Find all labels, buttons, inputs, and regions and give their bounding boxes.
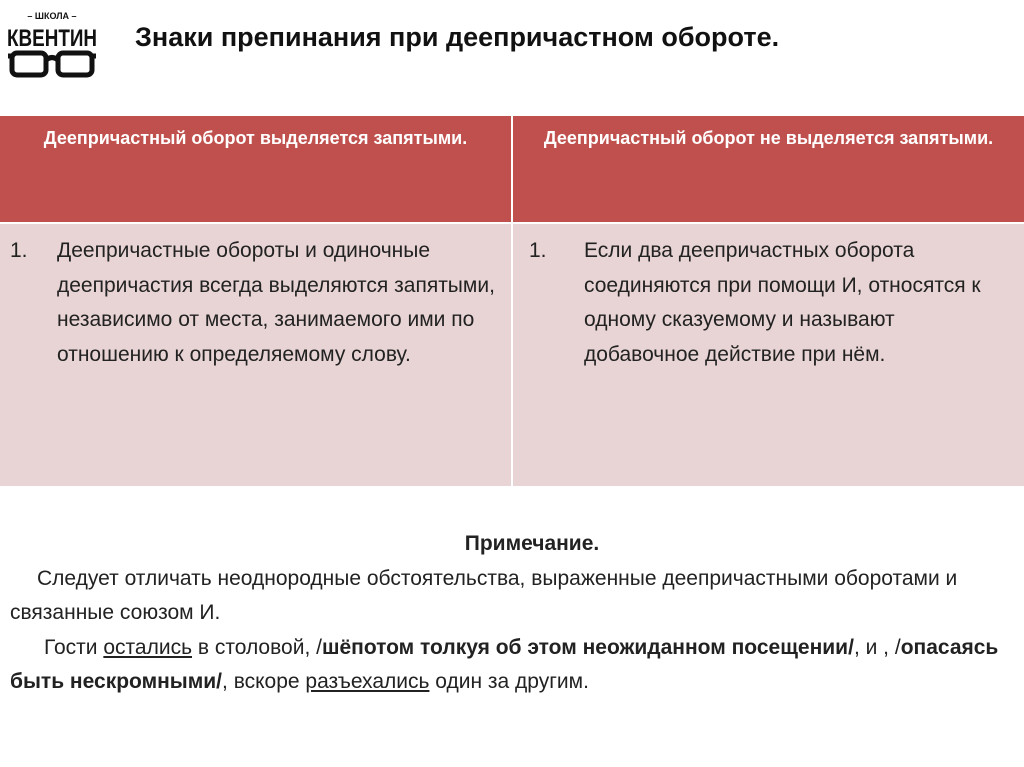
item-number: 1. xyxy=(529,239,547,262)
example-part: , и , / xyxy=(853,635,901,659)
example-sentence xyxy=(10,631,1024,700)
participial-phrase-2: опасаясь быть нескромными/ xyxy=(10,635,999,693)
header-not-separated: Деепричастный оборот не выделяется запятыми. xyxy=(512,116,1024,223)
logo-top-text: – ШКОЛА – xyxy=(27,11,77,21)
glasses-icon xyxy=(8,53,96,75)
page-title: Знаки препинания при деепричастном обороте. xyxy=(135,22,780,52)
example-part: один за другим. xyxy=(429,670,589,693)
cell-separated xyxy=(0,223,512,486)
table-header-row xyxy=(0,116,1024,223)
predicate-underlined: разъехались xyxy=(305,670,430,693)
cell-not-separated xyxy=(512,223,1024,486)
list-item xyxy=(0,234,511,372)
item-number: 1. xyxy=(10,239,28,262)
note-section xyxy=(10,527,1024,700)
predicate-underlined: остались xyxy=(103,635,193,659)
example-part: в столовой, / xyxy=(192,635,322,659)
item-text: Деепричастные обороты и одиночные деепричастия всегда выделяются запятыми, независимо от места, занимаемого ими по отношению к определяемому слову. xyxy=(57,239,495,366)
table-row xyxy=(0,223,1024,486)
note-title: Примечание. xyxy=(464,532,600,555)
participial-phrase-1: шёпотом толкуя об этом неожиданном посещении/ xyxy=(321,635,854,659)
header-separated: Деепричастный оборот выделяется запятыми. xyxy=(0,116,512,223)
rules-table xyxy=(0,116,1024,486)
item-text: Если два деепричастных оборота соединяются при помощи И, относятся к одному сказуемому и называют добавочное действие при нём. xyxy=(584,239,981,366)
list-item xyxy=(513,234,1024,372)
logo-brand-text: КВЕНТИН xyxy=(7,25,97,52)
example-part: , вскоре xyxy=(222,670,306,693)
example-part: Гости xyxy=(44,635,104,659)
note-text: Следует отличать неоднородные обстоятельства, выраженные деепричастными оборотами и связанные союзом И. xyxy=(10,566,958,624)
school-logo xyxy=(6,8,102,80)
